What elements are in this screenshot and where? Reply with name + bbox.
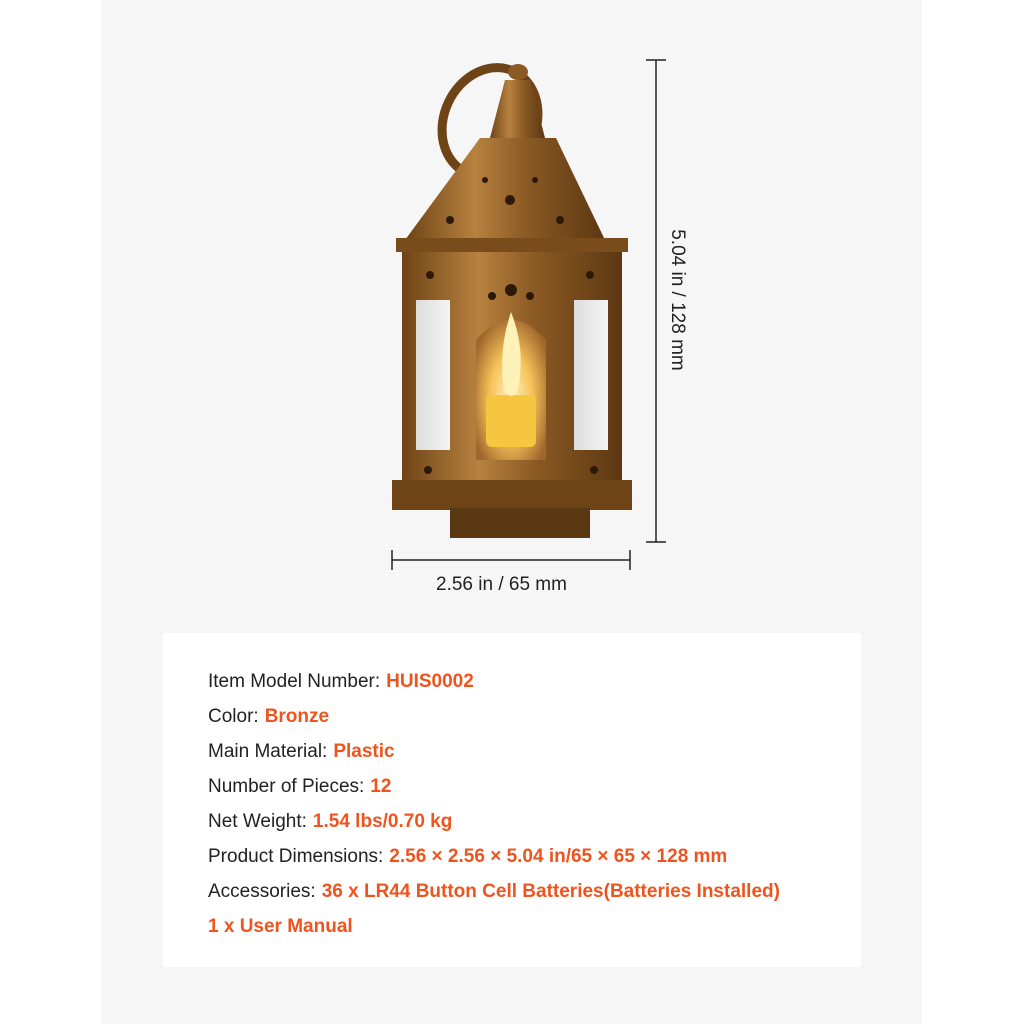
spec-accessories-continued [208, 909, 780, 944]
spec-value: 1.54 lbs/0.70 kg [312, 811, 453, 832]
spec-label: Item Model Number: [208, 671, 381, 692]
spec-pieces [208, 769, 780, 804]
spec-label: Product Dimensions: [208, 846, 384, 867]
spec-model-number [208, 664, 780, 699]
height-dimension-label: 5.04 in / 128 mm [667, 229, 688, 371]
spec-label: Color: [208, 706, 259, 727]
width-dimension-label: 2.56 in / 65 mm [436, 574, 567, 595]
spec-value: Plastic [333, 741, 395, 762]
spec-value: 2.56 × 2.56 × 5.04 in/65 × 65 × 128 mm [389, 846, 728, 867]
spec-label: Number of Pieces: [208, 776, 365, 797]
spec-label: Main Material: [208, 741, 328, 762]
spec-value: HUIS0002 [386, 671, 474, 692]
spec-label: Net Weight: [208, 811, 307, 832]
spec-accessories [208, 874, 780, 909]
width-dimension-line [388, 548, 634, 572]
spec-value: Bronze [264, 706, 330, 727]
spec-label: Accessories: [208, 881, 316, 902]
spec-net-weight [208, 804, 780, 839]
spec-value: 12 [370, 776, 392, 797]
spec-value: 1 x User Manual [208, 916, 353, 937]
spec-material [208, 734, 780, 769]
spec-value: 36 x LR44 Button Cell Batteries(Batteries Installed) [321, 881, 780, 902]
specs-list [208, 664, 780, 944]
height-dimension-line [644, 56, 668, 546]
spec-color [208, 699, 780, 734]
spec-dimensions [208, 839, 780, 874]
